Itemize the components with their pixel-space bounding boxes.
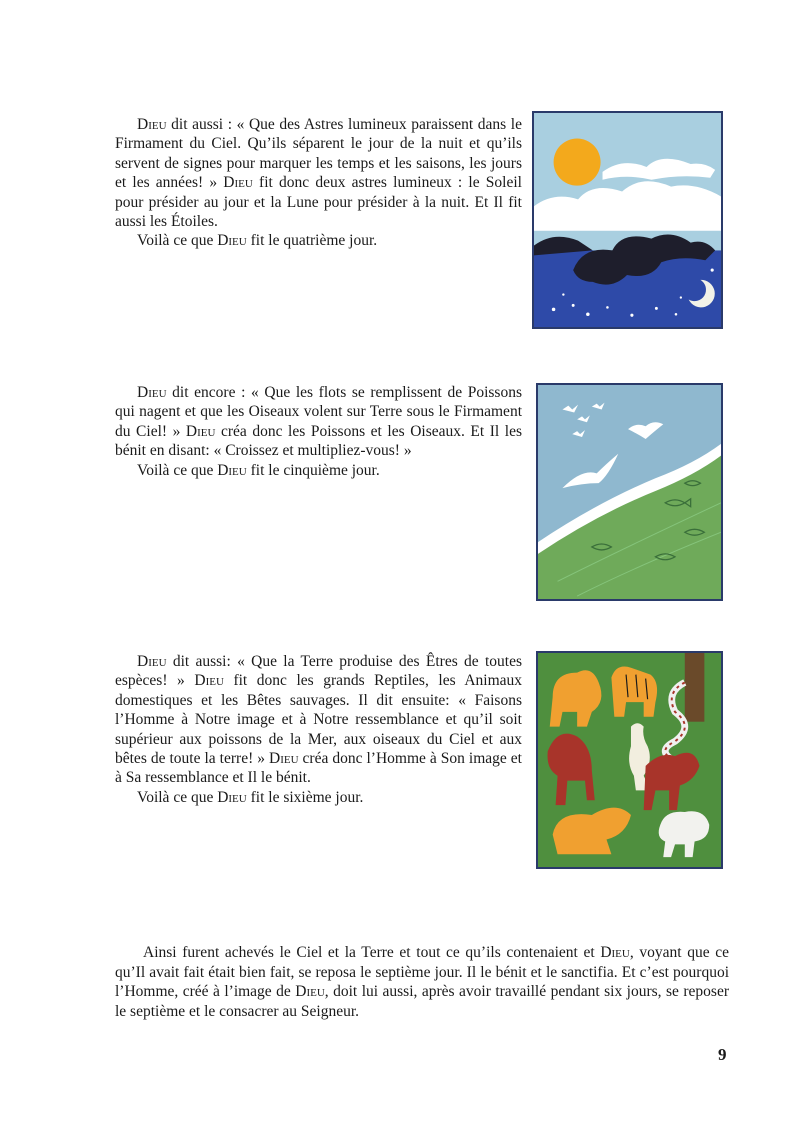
dieu-word: Dieu [137, 116, 167, 133]
day6-text-part: dit aussi: « Que la Terre produise des Êtres de toutes espèces! » [115, 653, 522, 690]
day4-paragraph-1 [115, 115, 522, 231]
dieu-word: Dieu [185, 422, 216, 440]
day5-paragraph-2 [115, 461, 522, 480]
day6-paragraph-1 [115, 652, 522, 788]
day4-text-part: fit le quatrième jour. [246, 232, 378, 250]
dieu-word: Dieu [217, 232, 247, 250]
dieu-word: Dieu [137, 384, 167, 401]
dieu-word: Dieu [137, 653, 167, 670]
day5-text [115, 383, 522, 480]
day7-paragraph [115, 943, 729, 1021]
day5-paragraph-1 [115, 383, 522, 461]
day6-text [115, 652, 522, 807]
day4-text-part: fit donc deux astres lumineux : le Soleil pour présider au jour et la Lune pour présider à la nuit. Et Il fit aussi les Étoiles. [115, 174, 522, 231]
dieu-word: Dieu [194, 672, 224, 690]
day6-text-part: fit le sixième jour. [246, 788, 364, 806]
day4-text-part: dit aussi : « Que des Astres lumineux paraissent dans le Firmament du Ciel. Qu’ils séparent le jour de la nuit et qu’ils servent de signes pour marquer les temps et les saisons, les jours et les années! » [115, 116, 522, 192]
illustration-sun-moon-stars [532, 111, 723, 329]
day5-text-part: créa donc les Poissons et les Oiseaux. Et Il les bénit en disant: « Croissez et multipliez-vous! » [115, 422, 522, 460]
dieu-word: Dieu [295, 983, 325, 1001]
day4-paragraph-2 [115, 231, 522, 250]
day4-text [115, 115, 522, 251]
sun [554, 139, 601, 186]
day5-text-part: dit encore : « Que les flots se remplissent de Poissons qui nagent et que les Oiseaux volent sur Terre sous le Firmament du Ciel! » [115, 384, 522, 440]
tree-trunk [685, 653, 705, 722]
dieu-word: Dieu [223, 174, 253, 192]
dieu-word: Dieu [600, 944, 630, 961]
dieu-word: Dieu [217, 461, 247, 479]
day4-text-part: Voilà ce que [137, 232, 218, 250]
day5-text-part: fit le cinquième jour. [246, 461, 380, 479]
day6-text-part: fit donc les grands Reptiles, les Animaux domestiques et les Bêtes sauvages. Il dit ensuite: « Faisons l’Homme à Notre image et à Notre ressemblance et qu’il soit supérieur aux poissons de la Mer, aux oiseaux du Ciel et aux bêtes de toute la terre! » [115, 672, 522, 768]
day7-text-part: , doit lui aussi, après avoir travaillé pendant six jours, se reposer le septième et le consacrer au Seigneur. [115, 983, 729, 1020]
day6-text-part: Voilà ce que [137, 788, 218, 806]
day6-paragraph-2 [115, 788, 522, 807]
dieu-word: Dieu [269, 750, 299, 768]
illustration-animals-man [536, 651, 723, 869]
dieu-word: Dieu [217, 788, 247, 806]
day7-text-part: , voyant que ce qu’Il avait fait était bien fait, se reposa le septième jour. Il le bénit et le sanctifia. Et c’est pourquoi l’Homme, créé à l’image de [115, 944, 729, 1001]
illustration-birds-fish [536, 383, 723, 601]
day7-text [115, 943, 729, 1021]
day6-text-part: créa donc l’Homme à Son image et à Sa ressemblance et Il le bénit. [115, 750, 522, 787]
day7-text-part: Ainsi furent achevés le Ciel et la Terre et tout ce qu’ils contenaient et [143, 944, 601, 961]
page-number: 9 [718, 1045, 727, 1064]
day5-text-part: Voilà ce que [137, 461, 218, 479]
